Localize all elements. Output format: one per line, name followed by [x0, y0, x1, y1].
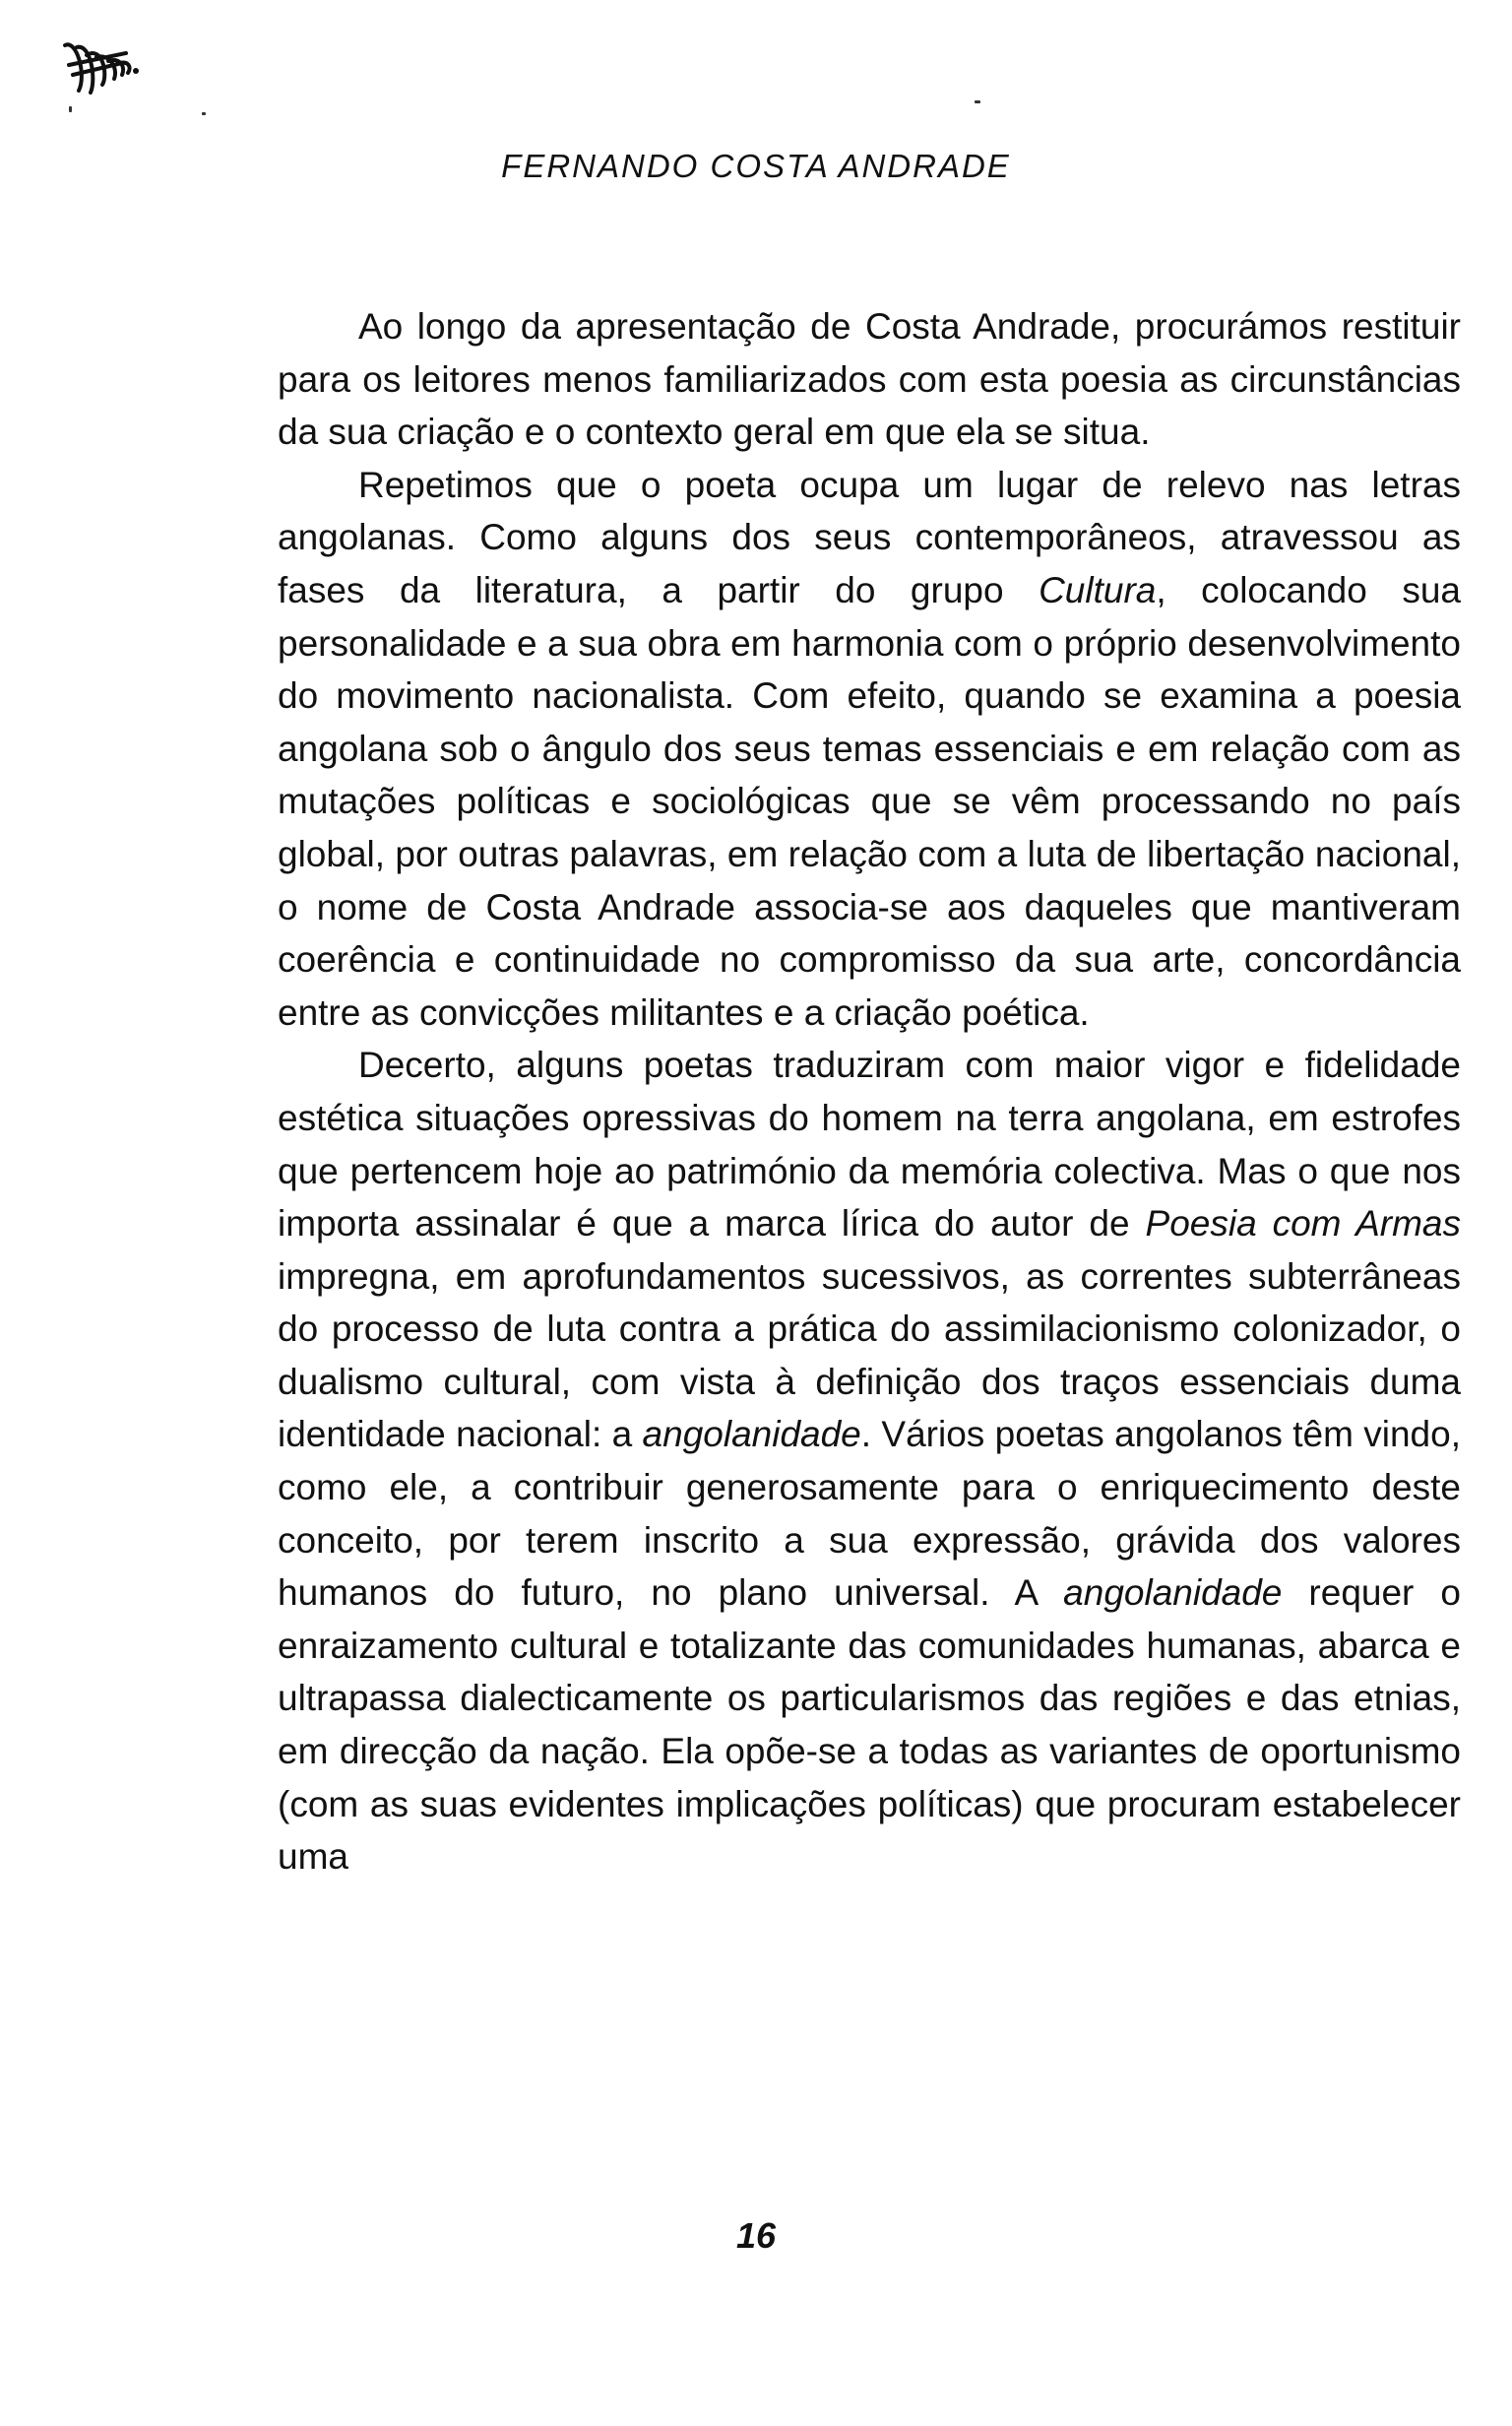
- paragraph-text: . Vários poetas angolanos têm vindo, como ele, a contribuir generosamente para o enriquecimento deste conceito, por terem inscrito a sua expressão, grávida dos valores humanos do futuro, no plano universal. A: [278, 1414, 1461, 1614]
- paragraph-2: [278, 459, 1461, 1040]
- print-speck: [69, 106, 72, 112]
- running-header: FERNANDO COSTA ANDRADE: [501, 148, 1011, 184]
- paragraph-text: Repetimos que o poeta ocupa um lugar de relevo nas letras angolanas. Como alguns dos seus contemporâneos, atravessou as fases da literatura, a partir do grupo: [278, 464, 1461, 610]
- handwritten-mark-icon: [57, 35, 156, 98]
- italic-term: angolanidade: [1063, 1572, 1283, 1614]
- paragraph-3: [278, 1039, 1461, 1883]
- paragraph-text: requer o enraizamento cultural e totalizante das comunidades humanas, abarca e ultrapassa dialecticamente os particularismos das regiões e das etnias, em direcção da nação. Ela opõe-se a todas as variantes de oportunismo (com as suas evidentes implicações políticas) que procuram estabelecer uma: [278, 1572, 1461, 1878]
- paragraph-1: [278, 300, 1461, 459]
- paragraph-text: Ao longo da apresentação de Costa Andrade, procurámos restituir para os leitores menos familiarizados com esta poesia as circunstâncias da sua criação e o contexto geral em que ela se situa.: [278, 306, 1461, 453]
- italic-title: Cultura: [1039, 569, 1157, 610]
- paragraph-text: , colocando sua personalidade e a sua obra em harmonia com o próprio desenvolvimento do movimento nacionalista. Com efeito, quando se examina a poesia angolana sob o ângulo dos seus temas essenciais e em relação com as mutações políticas e sociológicas que se vêm processando no país global, por outras palavras, em relação com a luta de libertação nacional, o nome de Costa Andrade associa-se aos daqueles que mantiveram coerência e continuidade no compromisso da sua arte, concordância entre as convicções militantes e a criação poética.: [278, 569, 1461, 1033]
- paragraph-text: Decerto, alguns poetas traduziram com maior vigor e fidelidade estética situações opressivas do homem na terra angolana, em estrofes que pertencem hoje ao património da memória colectiva. Mas o que nos importa assinalar é que a marca lírica do autor de: [278, 1045, 1461, 1245]
- body-text: [278, 300, 1461, 1883]
- print-speck: [975, 100, 980, 103]
- page-number: 16: [735, 2215, 777, 2256]
- print-speck: [202, 112, 206, 115]
- italic-title: Poesia com Armas: [1145, 1203, 1461, 1245]
- italic-term: angolanidade: [642, 1414, 861, 1455]
- paragraph-text: impregna, em aprofundamentos sucessivos, as correntes subterrâneas do processo de luta contra a prática do assimilacionismo colonizador, o dualismo cultural, com vista à definição dos traços essenciais duma identidade nacional: a: [278, 1255, 1461, 1455]
